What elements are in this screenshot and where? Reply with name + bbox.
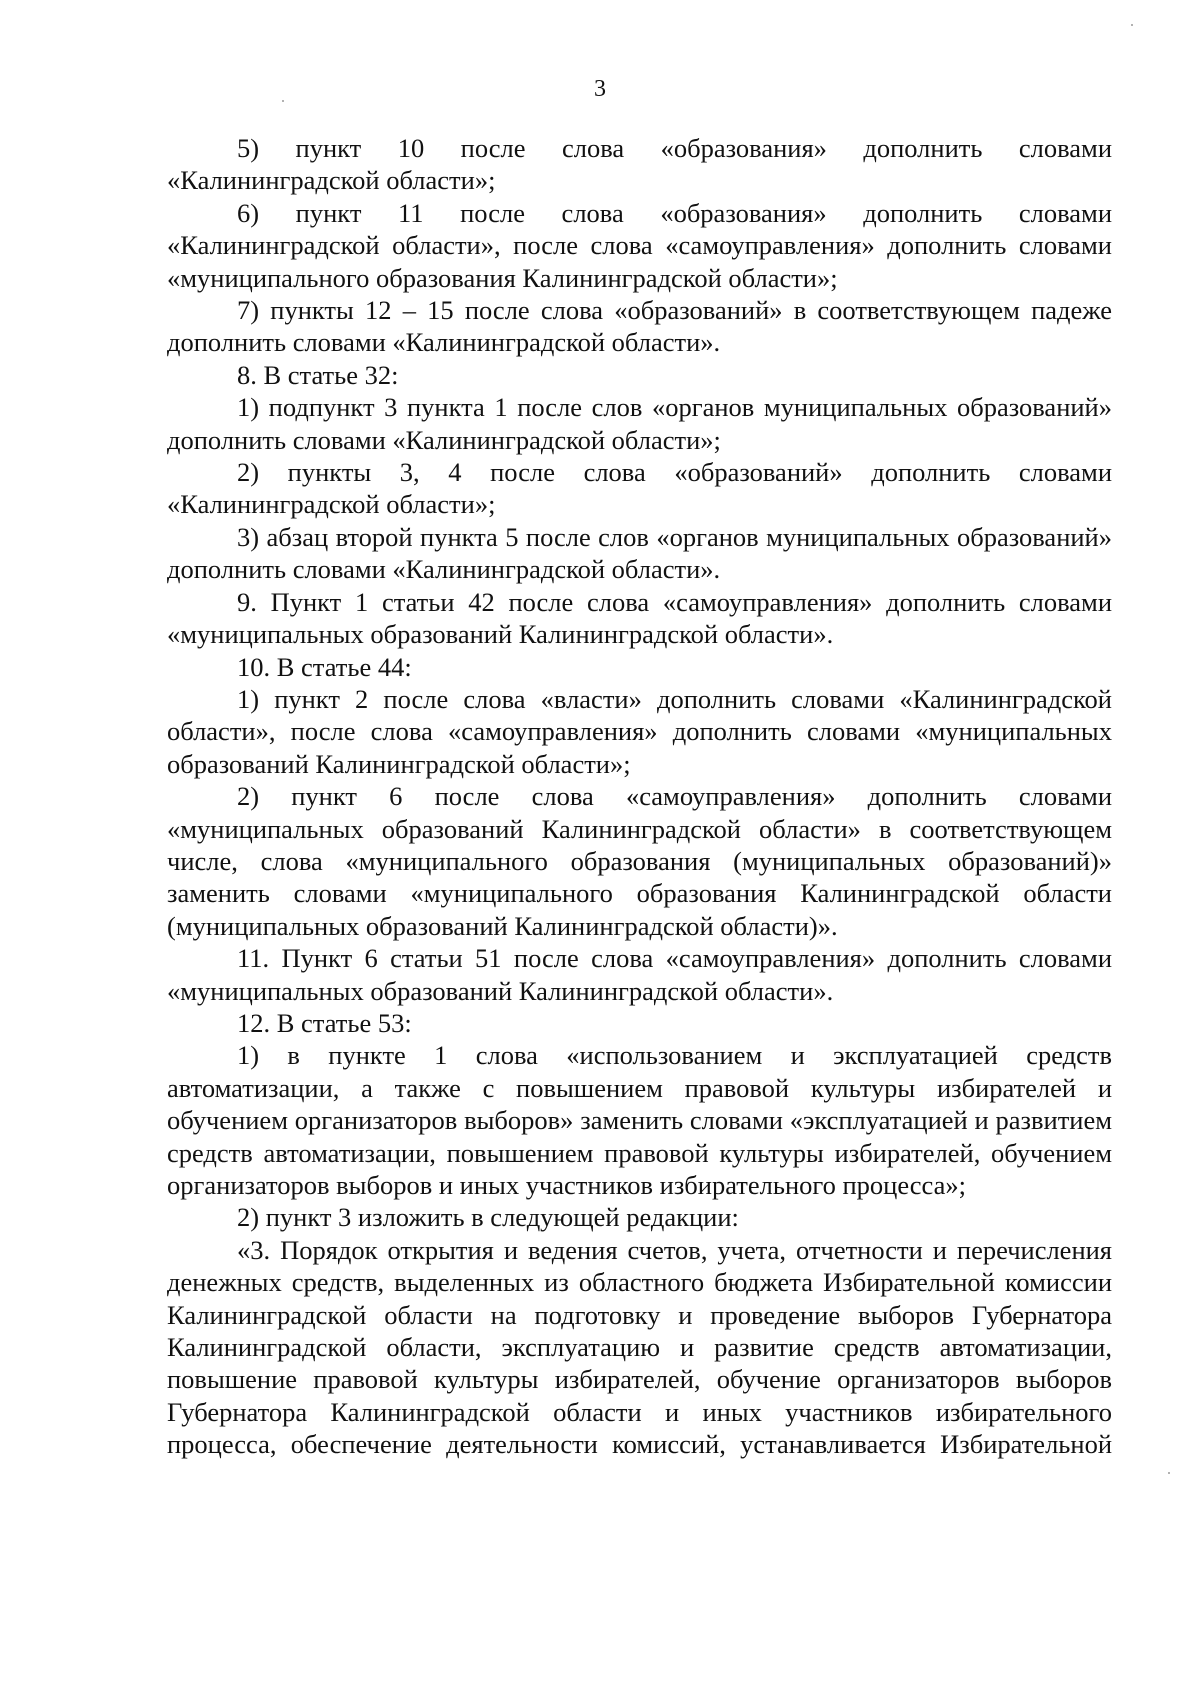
paragraph-article-51: 11. Пункт 6 статьи 51 после слова «самоуправления» дополнить словами «муниципальных образований Калининградской области». — [167, 943, 1112, 1006]
paragraph-article-32-item-2: 2) пункты 3, 4 после слова «образований» дополнить словами «Калининградской области»; — [167, 457, 1112, 520]
paragraph-item-7: 7) пункты 12 – 15 после слова «образований» в соответствующем падеже дополнить словами «Калининградской области». — [167, 295, 1112, 358]
paragraph-article-32-item-3: 3) абзац второй пункта 5 после слов «органов муниципальных образований» дополнить словами «Калининградской области». — [167, 521, 1112, 585]
document-body — [167, 132, 1112, 1461]
page-number: 3 — [594, 76, 606, 102]
scan-speck — [1131, 24, 1133, 26]
paragraph-article-32-heading: 8. В статье 32: — [237, 359, 399, 390]
paragraph-item-6: 6) пункт 11 после слова «образования» дополнить словами «Калининградской области», после слова «самоуправления» дополнить словами «муниципального образования Калининградской области»; — [167, 197, 1112, 293]
paragraph-article-44-item-2: 2) пункт 6 после слова «самоуправления» дополнить словами «муниципальных образований Калининградской области» в соответствующем числе, слова «муниципального образования (муниципальных образований)» заменить словами «муниципального образования Калининградской области (муниципальных образований Калининградской области)». — [167, 781, 1112, 941]
paragraph-article-44-heading: 10. В статье 44: — [237, 651, 412, 682]
paragraph-article-44-item-1: 1) пункт 2 после слова «власти» дополнить словами «Калининградской области», после слова «самоуправления» дополнить словами «муниципальных образований Калининградской области»; — [167, 683, 1112, 779]
paragraph-article-53-item-3-text: «3. Порядок открытия и ведения счетов, учета, отчетности и перечисления денежных средств, выделенных из областного бюджета Избирательной комиссии Калининградской области на подготовку и проведение выборов Губернатора Калининградской области, эксплуатацию и развитие средств автоматизации, повышение правовой культуры избирателей, обучение организаторов выборов Губернатора Калининградской области и иных участников избирательного процесса, обеспечение деятельности комиссий, устанавливается Избирательной — [167, 1234, 1112, 1460]
paragraph-article-53-item-1: 1) в пункте 1 слова «использованием и эксплуатацией средств автоматизации, а также с повышением правовой культуры избирателей и обучением организаторов выборов» заменить словами «эксплуатацией и развитием средств автоматизации, повышением правовой культуры избирателей, обучением организаторов выборов и иных участников избирательного процесса»; — [167, 1040, 1112, 1200]
scan-speck — [282, 100, 284, 102]
paragraph-article-53-item-2: 2) пункт 3 изложить в следующей редакции: — [237, 1202, 739, 1233]
scan-speck — [1168, 1472, 1170, 1474]
paragraph-article-42: 9. Пункт 1 статьи 42 после слова «самоуправления» дополнить словами «муниципальных образований Калининградской области». — [167, 586, 1112, 650]
paragraph-item-5: 5) пункт 10 после слова «образования» дополнить словами «Калининградской области»; — [167, 133, 1112, 196]
paragraph-article-32-item-1: 1) подпункт 3 пункта 1 после слов «органов муниципальных образований» дополнить словами «Калининградской области»; — [167, 392, 1112, 455]
paragraph-article-53-heading: 12. В статье 53: — [237, 1007, 412, 1038]
